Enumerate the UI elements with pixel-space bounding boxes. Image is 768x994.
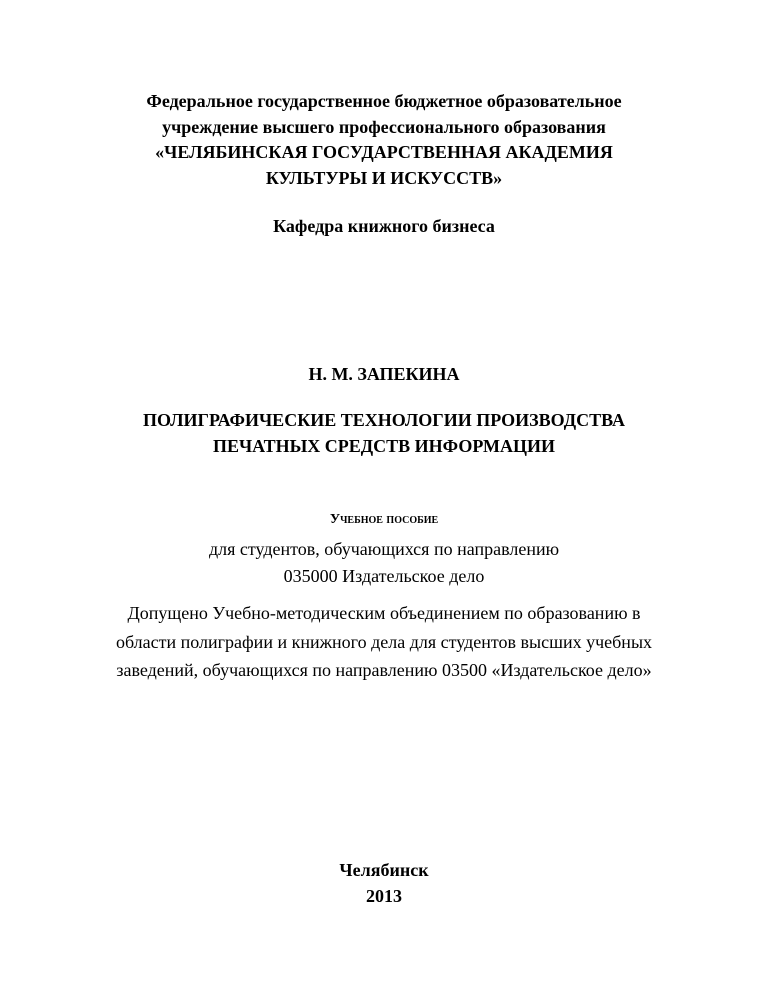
approval-line-1: Допущено Учебно-методическим объединением по образованию в xyxy=(127,603,641,623)
year: 2013 xyxy=(366,886,402,906)
approval-line-3: заведений, обучающихся по направлению 03500 «Издательское дело» xyxy=(116,660,652,680)
author xyxy=(0,362,768,387)
document-type-label: Учебное пособие xyxy=(329,512,439,527)
book-title-line-1: ПОЛИГРАФИЧЕСКИЕ ТЕХНОЛОГИИ ПРОИЗВОДСТВА xyxy=(142,410,625,430)
institution-line-2: учреждение высшего профессионального образования xyxy=(162,116,606,137)
approval-line-2: области полиграфии и книжного дела для студентов высших учебных xyxy=(115,631,653,652)
institution-line-4: КУЛЬТУРЫ И ИСКУССТВ» xyxy=(265,167,503,188)
author-name: Н. М. ЗАПЕКИНА xyxy=(308,364,460,384)
institution-line-1: Федеральное государственное бюджетное образовательное xyxy=(146,91,622,111)
document-type xyxy=(0,510,768,530)
institution-line-3: «ЧЕЛЯБИНСКАЯ ГОСУДАРСТВЕННАЯ АКАДЕМИЯ xyxy=(155,142,613,162)
city: Челябинск xyxy=(339,860,429,880)
publication-place-year xyxy=(0,857,768,909)
audience xyxy=(0,536,768,589)
book-title xyxy=(0,407,768,459)
audience-line-1: для студентов, обучающихся по направлению xyxy=(208,539,560,559)
audience-line-2: 035000 Издательское дело xyxy=(283,565,485,586)
department xyxy=(0,214,768,239)
approval-statement xyxy=(0,599,768,685)
department-name: Кафедра книжного бизнеса xyxy=(273,216,495,236)
institution-header xyxy=(0,89,768,191)
book-title-line-2: ПЕЧАТНЫХ СРЕДСТВ ИНФОРМАЦИИ xyxy=(212,436,556,456)
